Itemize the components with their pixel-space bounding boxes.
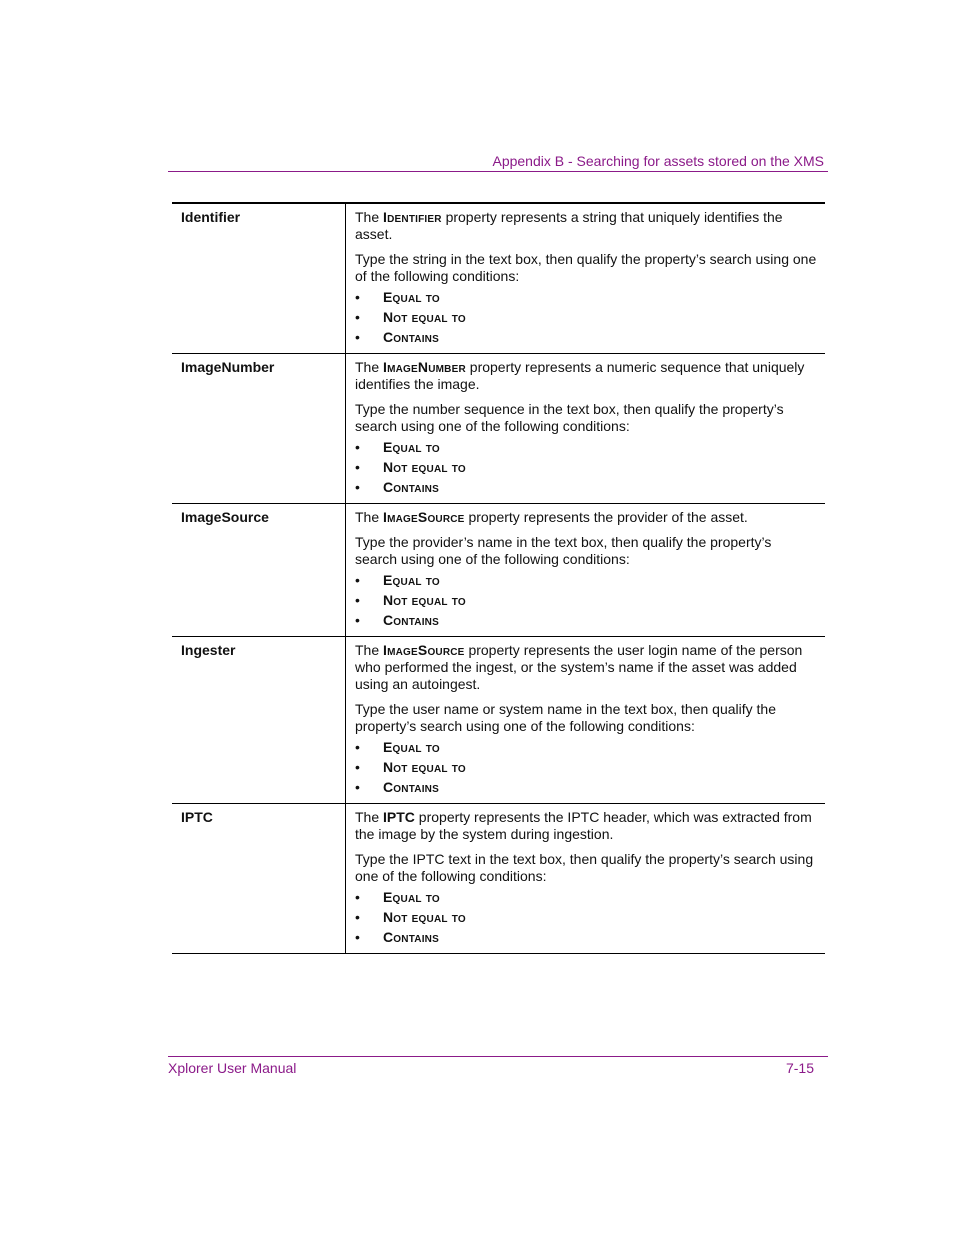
bullet-icon: • (355, 929, 360, 945)
list-item (355, 757, 817, 777)
property-name: ImageNumber (172, 354, 346, 503)
property-intro (355, 642, 817, 693)
table-row (172, 354, 825, 504)
property-description (346, 804, 825, 953)
intro-text: The (355, 209, 384, 225)
property-description (346, 504, 825, 636)
intro-text: property represents the provider of the asset. (464, 509, 748, 525)
list-item (355, 477, 817, 497)
condition-label: Contains (383, 779, 439, 795)
bullet-icon: • (355, 739, 360, 755)
bullet-icon: • (355, 479, 360, 495)
list-item (355, 927, 817, 947)
condition-list (355, 570, 817, 630)
bullet-icon: • (355, 459, 360, 475)
list-item (355, 887, 817, 907)
intro-text: The (355, 359, 384, 375)
condition-label: Contains (383, 612, 439, 628)
bullet-icon: • (355, 329, 360, 345)
bullet-icon: • (355, 289, 360, 305)
list-item (355, 777, 817, 797)
property-intro (355, 209, 817, 243)
condition-label: Equal to (383, 572, 440, 588)
condition-label: Equal to (383, 889, 440, 905)
bullet-icon: • (355, 889, 360, 905)
condition-label: Not equal to (383, 592, 466, 608)
list-item (355, 737, 817, 757)
condition-label: Not equal to (383, 459, 466, 475)
footer-page-number: 7-15 (785, 1060, 814, 1076)
condition-label: Contains (383, 329, 439, 345)
intro-text: The (355, 642, 384, 658)
property-instruction: Type the user name or system name in the text box, then qualify the property’s search using one of the following conditions: (355, 701, 777, 734)
property-name: Ingester (172, 637, 346, 803)
property-description (346, 204, 825, 353)
property-name: IPTC (172, 804, 346, 953)
list-item (355, 907, 817, 927)
bullet-icon: • (355, 572, 360, 588)
list-item (355, 307, 817, 327)
property-term: ImageSource (383, 509, 465, 525)
bullet-icon: • (355, 909, 360, 925)
property-name: ImageSource (172, 504, 346, 636)
list-item (355, 437, 817, 457)
property-term: ImageNumber (383, 359, 466, 375)
property-description (346, 354, 825, 503)
bullet-icon: • (355, 309, 360, 325)
running-header: Appendix B - Searching for assets stored on the XMS (492, 153, 824, 169)
condition-label: Equal to (383, 739, 440, 755)
intro-text: The (355, 509, 384, 525)
property-term: Identifier (383, 209, 442, 225)
property-instruction: Type the number sequence in the text box, then qualify the property’s search using one of the following conditions: (355, 401, 784, 434)
property-description (346, 637, 825, 803)
table-row (172, 637, 825, 804)
bullet-icon: • (355, 612, 360, 628)
condition-label: Not equal to (383, 759, 466, 775)
condition-label: Equal to (383, 289, 440, 305)
property-instruction: Type the provider’s name in the text box, then qualify the property’s search using one of the following conditions: (355, 534, 772, 567)
condition-list (355, 887, 817, 947)
bullet-icon: • (355, 759, 360, 775)
condition-label: Not equal to (383, 309, 466, 325)
table-row (172, 804, 825, 954)
condition-label: Contains (383, 929, 439, 945)
property-instruction: Type the IPTC text in the text box, then qualify the property’s search using one of the following conditions: (355, 851, 814, 884)
property-table (172, 202, 825, 954)
bullet-icon: • (355, 779, 360, 795)
property-intro (355, 359, 817, 393)
condition-label: Equal to (383, 439, 440, 455)
list-item (355, 610, 817, 630)
list-item (355, 570, 817, 590)
intro-text: property represents the IPTC header, which was extracted from the image by the system during ingestion. (355, 809, 812, 842)
bullet-icon: • (355, 439, 360, 455)
property-name: Identifier (172, 204, 346, 353)
property-term: ImageSource (383, 642, 465, 658)
property-intro (355, 509, 817, 526)
table-row (172, 204, 825, 354)
footer-rule (168, 1056, 828, 1057)
property-intro (355, 809, 817, 843)
header-rule (168, 171, 828, 172)
footer-manual-title: Xplorer User Manual (168, 1060, 297, 1076)
table-row (172, 504, 825, 637)
condition-label: Contains (383, 479, 439, 495)
intro-text: property represents the user login name of the person who performed the ingest, or the system’s name if the asset was added using an autoingest. (355, 642, 803, 692)
list-item (355, 457, 817, 477)
condition-label: Not equal to (383, 909, 466, 925)
list-item (355, 590, 817, 610)
condition-list (355, 287, 817, 347)
intro-text: property represents a numeric sequence that uniquely identifies the image. (355, 359, 805, 392)
bullet-icon: • (355, 592, 360, 608)
list-item (355, 327, 817, 347)
intro-text: The (355, 809, 384, 825)
intro-text: property represents a string that uniquely identifies the asset. (355, 209, 783, 242)
property-instruction: Type the string in the text box, then qualify the property’s search using one of the following conditions: (355, 251, 817, 284)
condition-list (355, 737, 817, 797)
property-term: IPTC (383, 809, 415, 825)
list-item (355, 287, 817, 307)
condition-list (355, 437, 817, 497)
